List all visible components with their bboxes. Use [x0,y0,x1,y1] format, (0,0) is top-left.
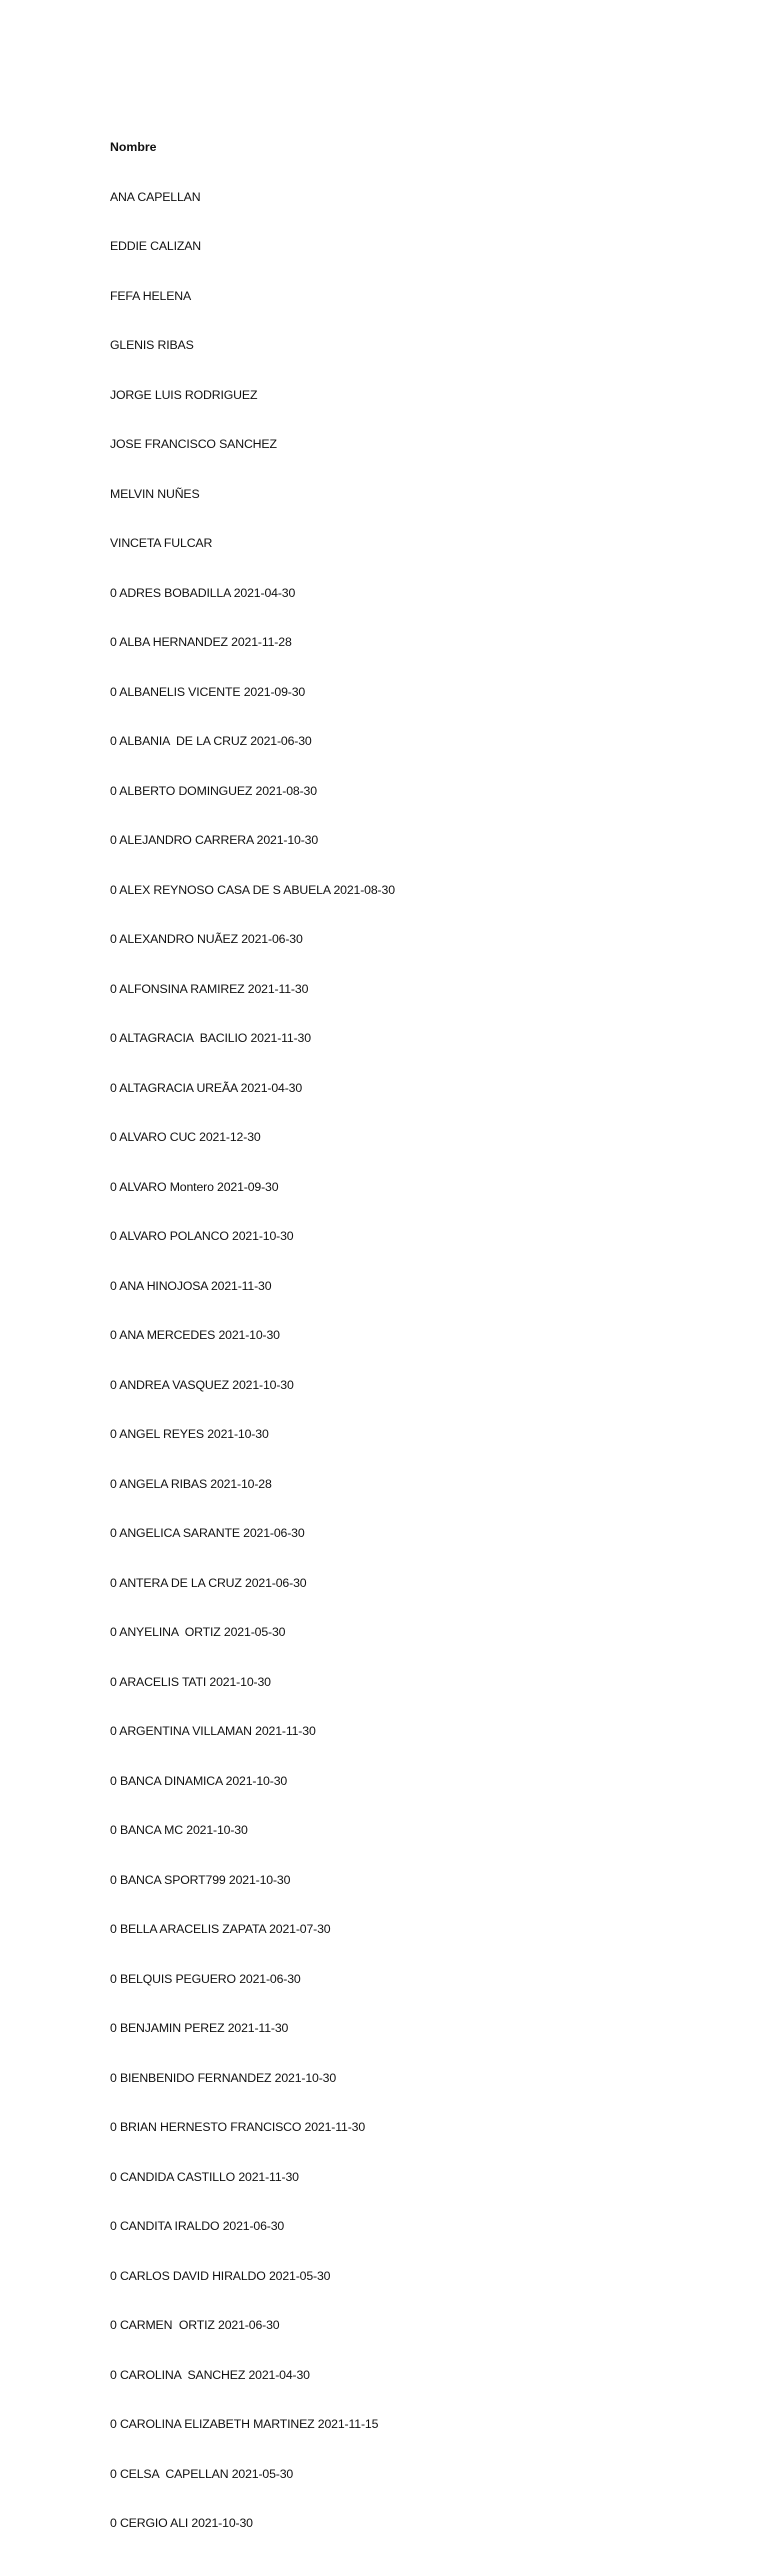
list-item: 0 ADRES BOBADILLA 2021-04-30 [110,585,296,600]
list-item: 0 ANGELA RIBAS 2021-10-28 [110,1476,272,1491]
list-item: 0 BANCA MC 2021-10-30 [110,1823,248,1837]
list-item: 0 BELLA ARACELIS ZAPATA 2021-07-30 [110,1922,331,1936]
list-item: 0 ARGENTINA VILLAMAN 2021-11-30 [110,1724,316,1738]
list-item: 0 ALVARO Montero 2021-09-30 [110,1179,279,1194]
list-item: 0 ALFONSINA RAMIREZ 2021-11-30 [110,981,309,996]
list-item: 0 CANDITA IRALDO 2021-06-30 [110,2219,285,2233]
list-item: 0 ALBA HERNANDEZ 2021-11-28 [110,635,292,649]
name-list [110,106,395,2565]
list-item: EDDIE CALIZAN [110,239,201,253]
list-item: 0 ANGEL REYES 2021-10-30 [110,1427,269,1441]
list-item: 0 ALVARO POLANCO 2021-10-30 [110,1229,294,1243]
list-item: 0 BENJAMIN PEREZ 2021-11-30 [110,2021,289,2035]
list-item: 0 ALTAGRACIA UREÃA 2021-04-30 [110,1080,303,1095]
list-item: 0 BIENBENIDO FERNANDEZ 2021-10-30 [110,2070,337,2085]
list-item: 0 ANGELICA SARANTE 2021-06-30 [110,1526,305,1540]
list-item: 0 CAROLINA SANCHEZ 2021-04-30 [110,2367,310,2382]
list-item: 0 ALBANIA DE LA CRUZ 2021-06-30 [110,734,312,748]
list-item: 0 ALEJANDRO CARRERA 2021-10-30 [110,833,319,847]
list-item: 0 CARLOS DAVID HIRALDO 2021-05-30 [110,2268,331,2283]
list-item: 0 ALBANELIS VICENTE 2021-09-30 [110,684,306,699]
list-item: VINCETA FULCAR [110,536,213,550]
list-item: 0 CANDIDA CASTILLO 2021-11-30 [110,2169,299,2184]
list-item: GLENIS RIBAS [110,338,194,352]
list-item: 0 BRIAN HERNESTO FRANCISCO 2021-11-30 [110,2120,366,2134]
list-item: 0 ARACELIS TATI 2021-10-30 [110,1674,271,1689]
list-item: 0 ALVARO CUC 2021-12-30 [110,1130,261,1144]
list-item: 0 CELSA CAPELLAN 2021-05-30 [110,2466,294,2481]
list-item: 0 ALEXANDRO NUÃEZ 2021-06-30 [110,932,303,946]
list-item: 0 CERGIO ALI 2021-10-30 [110,2516,253,2530]
list-item: FEFA HELENA [110,288,192,303]
list-item: 0 ANYELINA ORTIZ 2021-05-30 [110,1625,286,1639]
list-item: JOSE FRANCISCO SANCHEZ [110,437,277,451]
list-item: 0 ALBERTO DOMINGUEZ 2021-08-30 [110,783,317,798]
column-header-nombre: Nombre [110,140,157,154]
list-item: 0 BELQUIS PEGUERO 2021-06-30 [110,1971,301,1986]
list-item: 0 CARMEN ORTIZ 2021-06-30 [110,2318,280,2332]
list-item: 0 ANTERA DE LA CRUZ 2021-06-30 [110,1575,307,1590]
list-item: JORGE LUIS RODRIGUEZ [110,387,258,402]
list-item: ANA CAPELLAN [110,189,201,204]
list-item: 0 ANA HINOJOSA 2021-11-30 [110,1278,272,1293]
list-item: 0 CAROLINA ELIZABETH MARTINEZ 2021-11-15 [110,2417,379,2431]
list-item: MELVIN NUÑES [110,486,200,501]
list-item: 0 BANCA SPORT799 2021-10-30 [110,1872,291,1887]
list-item: 0 ANA MERCEDES 2021-10-30 [110,1328,280,1342]
list-item: 0 ANDREA VASQUEZ 2021-10-30 [110,1377,294,1392]
list-item: 0 BANCA DINAMICA 2021-10-30 [110,1773,288,1788]
list-item: 0 ALTAGRACIA BACILIO 2021-11-30 [110,1031,311,1045]
list-item: 0 ALEX REYNOSO CASA DE S ABUELA 2021-08-30 [110,882,395,897]
